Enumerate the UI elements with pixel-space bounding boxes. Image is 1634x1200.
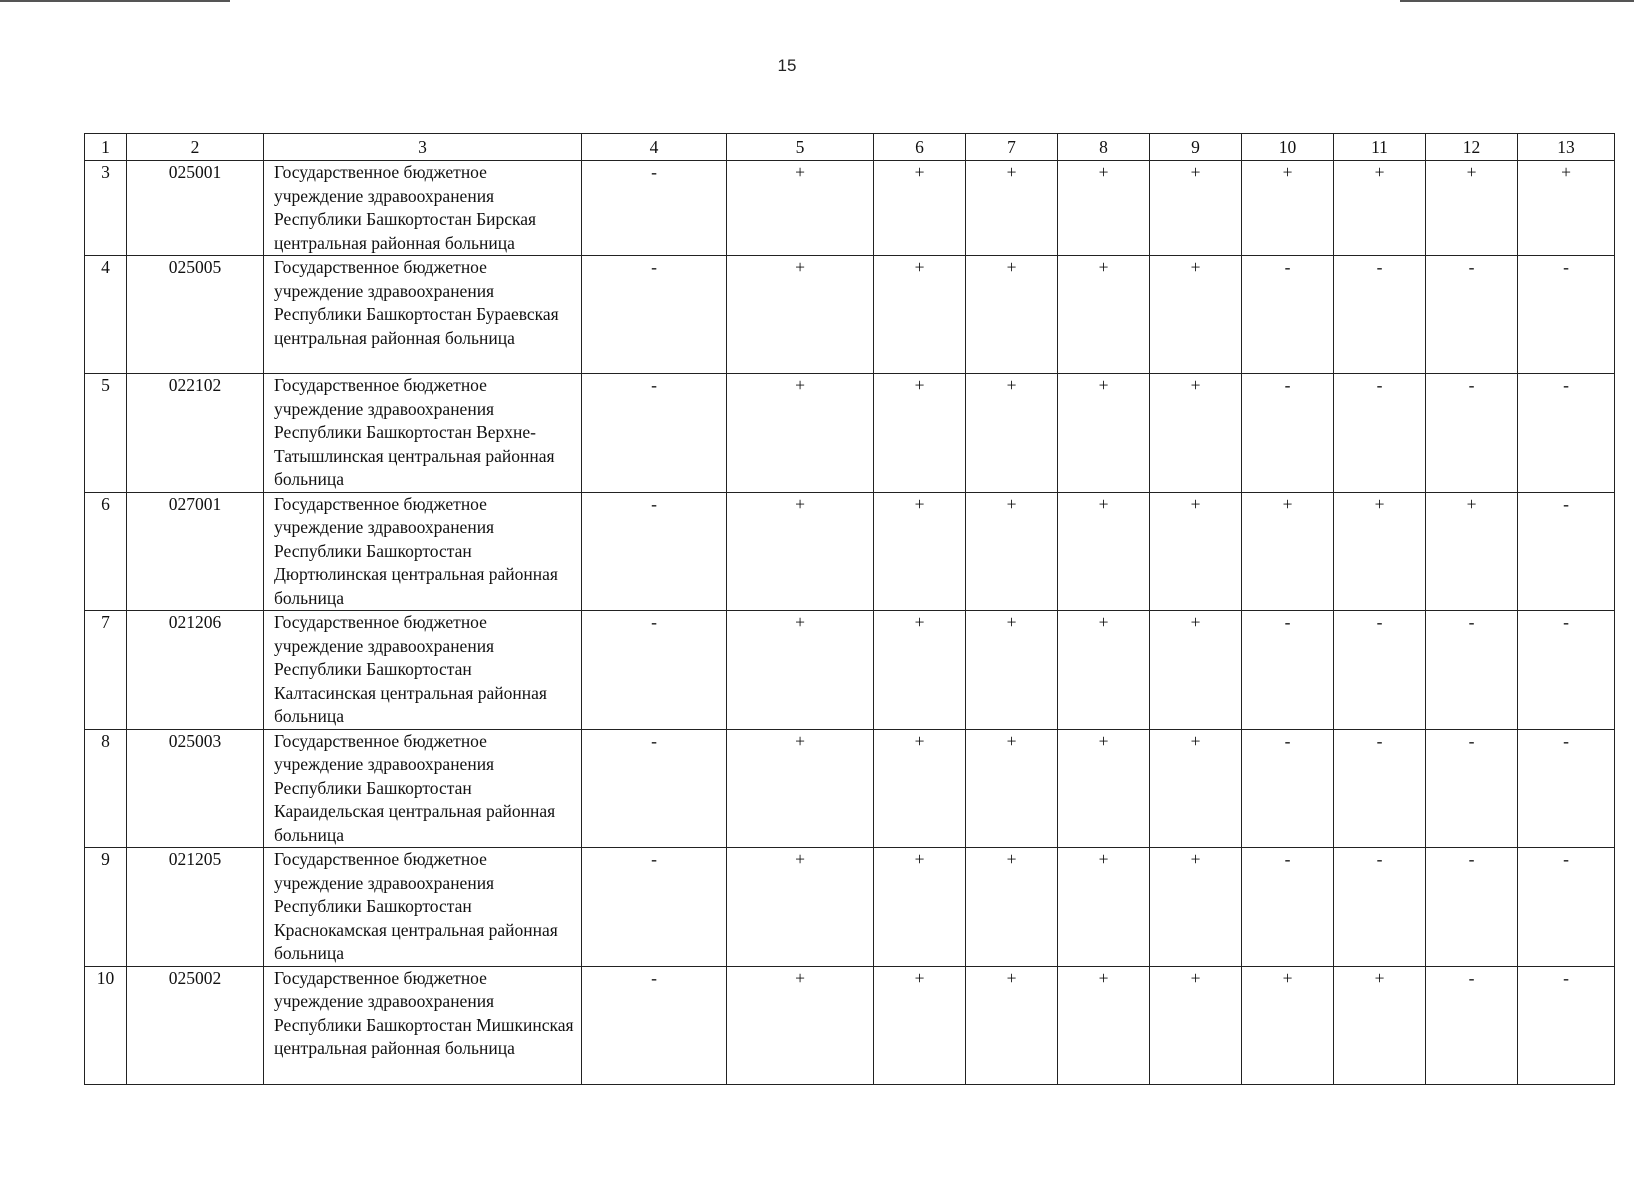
flag-cell-col-8: + bbox=[1058, 492, 1150, 611]
data-table bbox=[84, 133, 1615, 1085]
flag-cell-col-4: - bbox=[582, 848, 727, 967]
flag-cell-col-12: - bbox=[1426, 611, 1518, 730]
flag-cell-col-12: - bbox=[1426, 966, 1518, 1084]
flag-cell-col-4: - bbox=[582, 729, 727, 848]
column-header-4: 4 bbox=[582, 134, 727, 161]
table-body bbox=[85, 161, 1615, 1085]
flag-cell-col-6: + bbox=[874, 492, 966, 611]
flag-cell-col-6: + bbox=[874, 256, 966, 374]
flag-cell-col-6: + bbox=[874, 374, 966, 493]
flag-cell-col-8: + bbox=[1058, 161, 1150, 256]
organization-name-cell: Государственное бюджетное учреждение здравоохранения Республики Башкортостан Бирская центральная районная больница bbox=[264, 161, 582, 256]
flag-cell-col-11: - bbox=[1334, 374, 1426, 493]
organization-name-cell: Государственное бюджетное учреждение здравоохранения Республики Башкортостан Караидельская центральная районная больница bbox=[264, 729, 582, 848]
column-header-7: 7 bbox=[966, 134, 1058, 161]
organization-name-cell: Государственное бюджетное учреждение здравоохранения Республики Башкортостан Краснокамская центральная районная больница bbox=[264, 848, 582, 967]
flag-cell-col-11: - bbox=[1334, 611, 1426, 730]
flag-cell-col-9: + bbox=[1150, 492, 1242, 611]
flag-cell-col-11: + bbox=[1334, 492, 1426, 611]
flag-cell-col-9: + bbox=[1150, 256, 1242, 374]
organization-name-cell: Государственное бюджетное учреждение здравоохранения Республики Башкортостан Бураевская центральная районная больница bbox=[264, 256, 582, 374]
flag-cell-col-5: + bbox=[727, 256, 874, 374]
flag-cell-col-8: + bbox=[1058, 729, 1150, 848]
page-number: 15 bbox=[777, 56, 797, 75]
flag-cell-col-10: - bbox=[1242, 374, 1334, 493]
row-number-cell: 5 bbox=[85, 374, 127, 493]
flag-cell-col-13: - bbox=[1518, 729, 1615, 848]
flag-cell-col-10: - bbox=[1242, 256, 1334, 374]
flag-cell-col-5: + bbox=[727, 848, 874, 967]
flag-cell-col-8: + bbox=[1058, 611, 1150, 730]
flag-cell-col-12: - bbox=[1426, 256, 1518, 374]
flag-cell-col-13: - bbox=[1518, 848, 1615, 967]
flag-cell-col-5: + bbox=[727, 966, 874, 1084]
organization-name-cell: Государственное бюджетное учреждение здравоохранения Республики Башкортостан Калтасинская центральная районная больница bbox=[264, 611, 582, 730]
flag-cell-col-4: - bbox=[582, 161, 727, 256]
flag-cell-col-7: + bbox=[966, 729, 1058, 848]
organization-name-cell: Государственное бюджетное учреждение здравоохранения Республики Башкортостан Дюртюлинская центральная районная больница bbox=[264, 492, 582, 611]
flag-cell-col-7: + bbox=[966, 492, 1058, 611]
row-number-cell: 7 bbox=[85, 611, 127, 730]
code-cell: 025001 bbox=[127, 161, 264, 256]
flag-cell-col-8: + bbox=[1058, 374, 1150, 493]
table-row bbox=[85, 374, 1615, 493]
column-header-6: 6 bbox=[874, 134, 966, 161]
flag-cell-col-4: - bbox=[582, 256, 727, 374]
table-row bbox=[85, 161, 1615, 256]
flag-cell-col-7: + bbox=[966, 161, 1058, 256]
table-row bbox=[85, 729, 1615, 848]
flag-cell-col-4: - bbox=[582, 374, 727, 493]
flag-cell-col-7: + bbox=[966, 848, 1058, 967]
code-cell: 025003 bbox=[127, 729, 264, 848]
flag-cell-col-13: + bbox=[1518, 161, 1615, 256]
header-row bbox=[85, 134, 1615, 161]
column-header-3: 3 bbox=[264, 134, 582, 161]
flag-cell-col-9: + bbox=[1150, 161, 1242, 256]
flag-cell-col-11: - bbox=[1334, 729, 1426, 848]
row-number-cell: 9 bbox=[85, 848, 127, 967]
top-rule-left bbox=[0, 0, 230, 2]
flag-cell-col-8: + bbox=[1058, 966, 1150, 1084]
flag-cell-col-11: - bbox=[1334, 848, 1426, 967]
column-header-10: 10 bbox=[1242, 134, 1334, 161]
flag-cell-col-9: + bbox=[1150, 729, 1242, 848]
flag-cell-col-12: - bbox=[1426, 848, 1518, 967]
flag-cell-col-7: + bbox=[966, 374, 1058, 493]
flag-cell-col-11: + bbox=[1334, 966, 1426, 1084]
code-cell: 022102 bbox=[127, 374, 264, 493]
flag-cell-col-13: - bbox=[1518, 492, 1615, 611]
flag-cell-col-8: + bbox=[1058, 848, 1150, 967]
column-header-8: 8 bbox=[1058, 134, 1150, 161]
top-rule-right bbox=[1400, 0, 1634, 2]
row-number-cell: 4 bbox=[85, 256, 127, 374]
flag-cell-col-4: - bbox=[582, 611, 727, 730]
flag-cell-col-13: - bbox=[1518, 374, 1615, 493]
organization-name-cell: Государственное бюджетное учреждение здравоохранения Республики Башкортостан Верхне-Татышлинская центральная районная больница bbox=[264, 374, 582, 493]
flag-cell-col-13: - bbox=[1518, 256, 1615, 374]
flag-cell-col-6: + bbox=[874, 161, 966, 256]
table-row bbox=[85, 848, 1615, 967]
flag-cell-col-11: - bbox=[1334, 256, 1426, 374]
row-number-cell: 3 bbox=[85, 161, 127, 256]
row-number-cell: 10 bbox=[85, 966, 127, 1084]
flag-cell-col-13: - bbox=[1518, 966, 1615, 1084]
code-cell: 025005 bbox=[127, 256, 264, 374]
flag-cell-col-6: + bbox=[874, 611, 966, 730]
flag-cell-col-9: + bbox=[1150, 848, 1242, 967]
flag-cell-col-4: - bbox=[582, 966, 727, 1084]
flag-cell-col-12: - bbox=[1426, 374, 1518, 493]
code-cell: 021206 bbox=[127, 611, 264, 730]
flag-cell-col-5: + bbox=[727, 492, 874, 611]
column-header-1: 1 bbox=[85, 134, 127, 161]
column-header-11: 11 bbox=[1334, 134, 1426, 161]
flag-cell-col-4: - bbox=[582, 492, 727, 611]
flag-cell-col-9: + bbox=[1150, 374, 1242, 493]
table-row bbox=[85, 256, 1615, 374]
flag-cell-col-10: - bbox=[1242, 729, 1334, 848]
column-header-5: 5 bbox=[727, 134, 874, 161]
flag-cell-col-10: - bbox=[1242, 611, 1334, 730]
flag-cell-col-11: + bbox=[1334, 161, 1426, 256]
flag-cell-col-6: + bbox=[874, 729, 966, 848]
flag-cell-col-12: - bbox=[1426, 729, 1518, 848]
column-header-13: 13 bbox=[1518, 134, 1615, 161]
code-cell: 027001 bbox=[127, 492, 264, 611]
table-row bbox=[85, 611, 1615, 730]
row-number-cell: 8 bbox=[85, 729, 127, 848]
flag-cell-col-7: + bbox=[966, 611, 1058, 730]
table-row bbox=[85, 492, 1615, 611]
flag-cell-col-5: + bbox=[727, 374, 874, 493]
code-cell: 025002 bbox=[127, 966, 264, 1084]
flag-cell-col-10: - bbox=[1242, 848, 1334, 967]
column-header-2: 2 bbox=[127, 134, 264, 161]
flag-cell-col-12: + bbox=[1426, 161, 1518, 256]
flag-cell-col-6: + bbox=[874, 848, 966, 967]
flag-cell-col-10: + bbox=[1242, 161, 1334, 256]
code-cell: 021205 bbox=[127, 848, 264, 967]
flag-cell-col-7: + bbox=[966, 256, 1058, 374]
flag-cell-col-7: + bbox=[966, 966, 1058, 1084]
organization-name-cell: Государственное бюджетное учреждение здравоохранения Республики Башкортостан Мишкинская центральная районная больница bbox=[264, 966, 582, 1084]
flag-cell-col-9: + bbox=[1150, 611, 1242, 730]
flag-cell-col-12: + bbox=[1426, 492, 1518, 611]
flag-cell-col-5: + bbox=[727, 611, 874, 730]
column-header-12: 12 bbox=[1426, 134, 1518, 161]
flag-cell-col-10: + bbox=[1242, 966, 1334, 1084]
flag-cell-col-5: + bbox=[727, 729, 874, 848]
flag-cell-col-10: + bbox=[1242, 492, 1334, 611]
flag-cell-col-5: + bbox=[727, 161, 874, 256]
flag-cell-col-9: + bbox=[1150, 966, 1242, 1084]
row-number-cell: 6 bbox=[85, 492, 127, 611]
flag-cell-col-6: + bbox=[874, 966, 966, 1084]
flag-cell-col-13: - bbox=[1518, 611, 1615, 730]
flag-cell-col-8: + bbox=[1058, 256, 1150, 374]
column-header-9: 9 bbox=[1150, 134, 1242, 161]
table-row bbox=[85, 966, 1615, 1084]
